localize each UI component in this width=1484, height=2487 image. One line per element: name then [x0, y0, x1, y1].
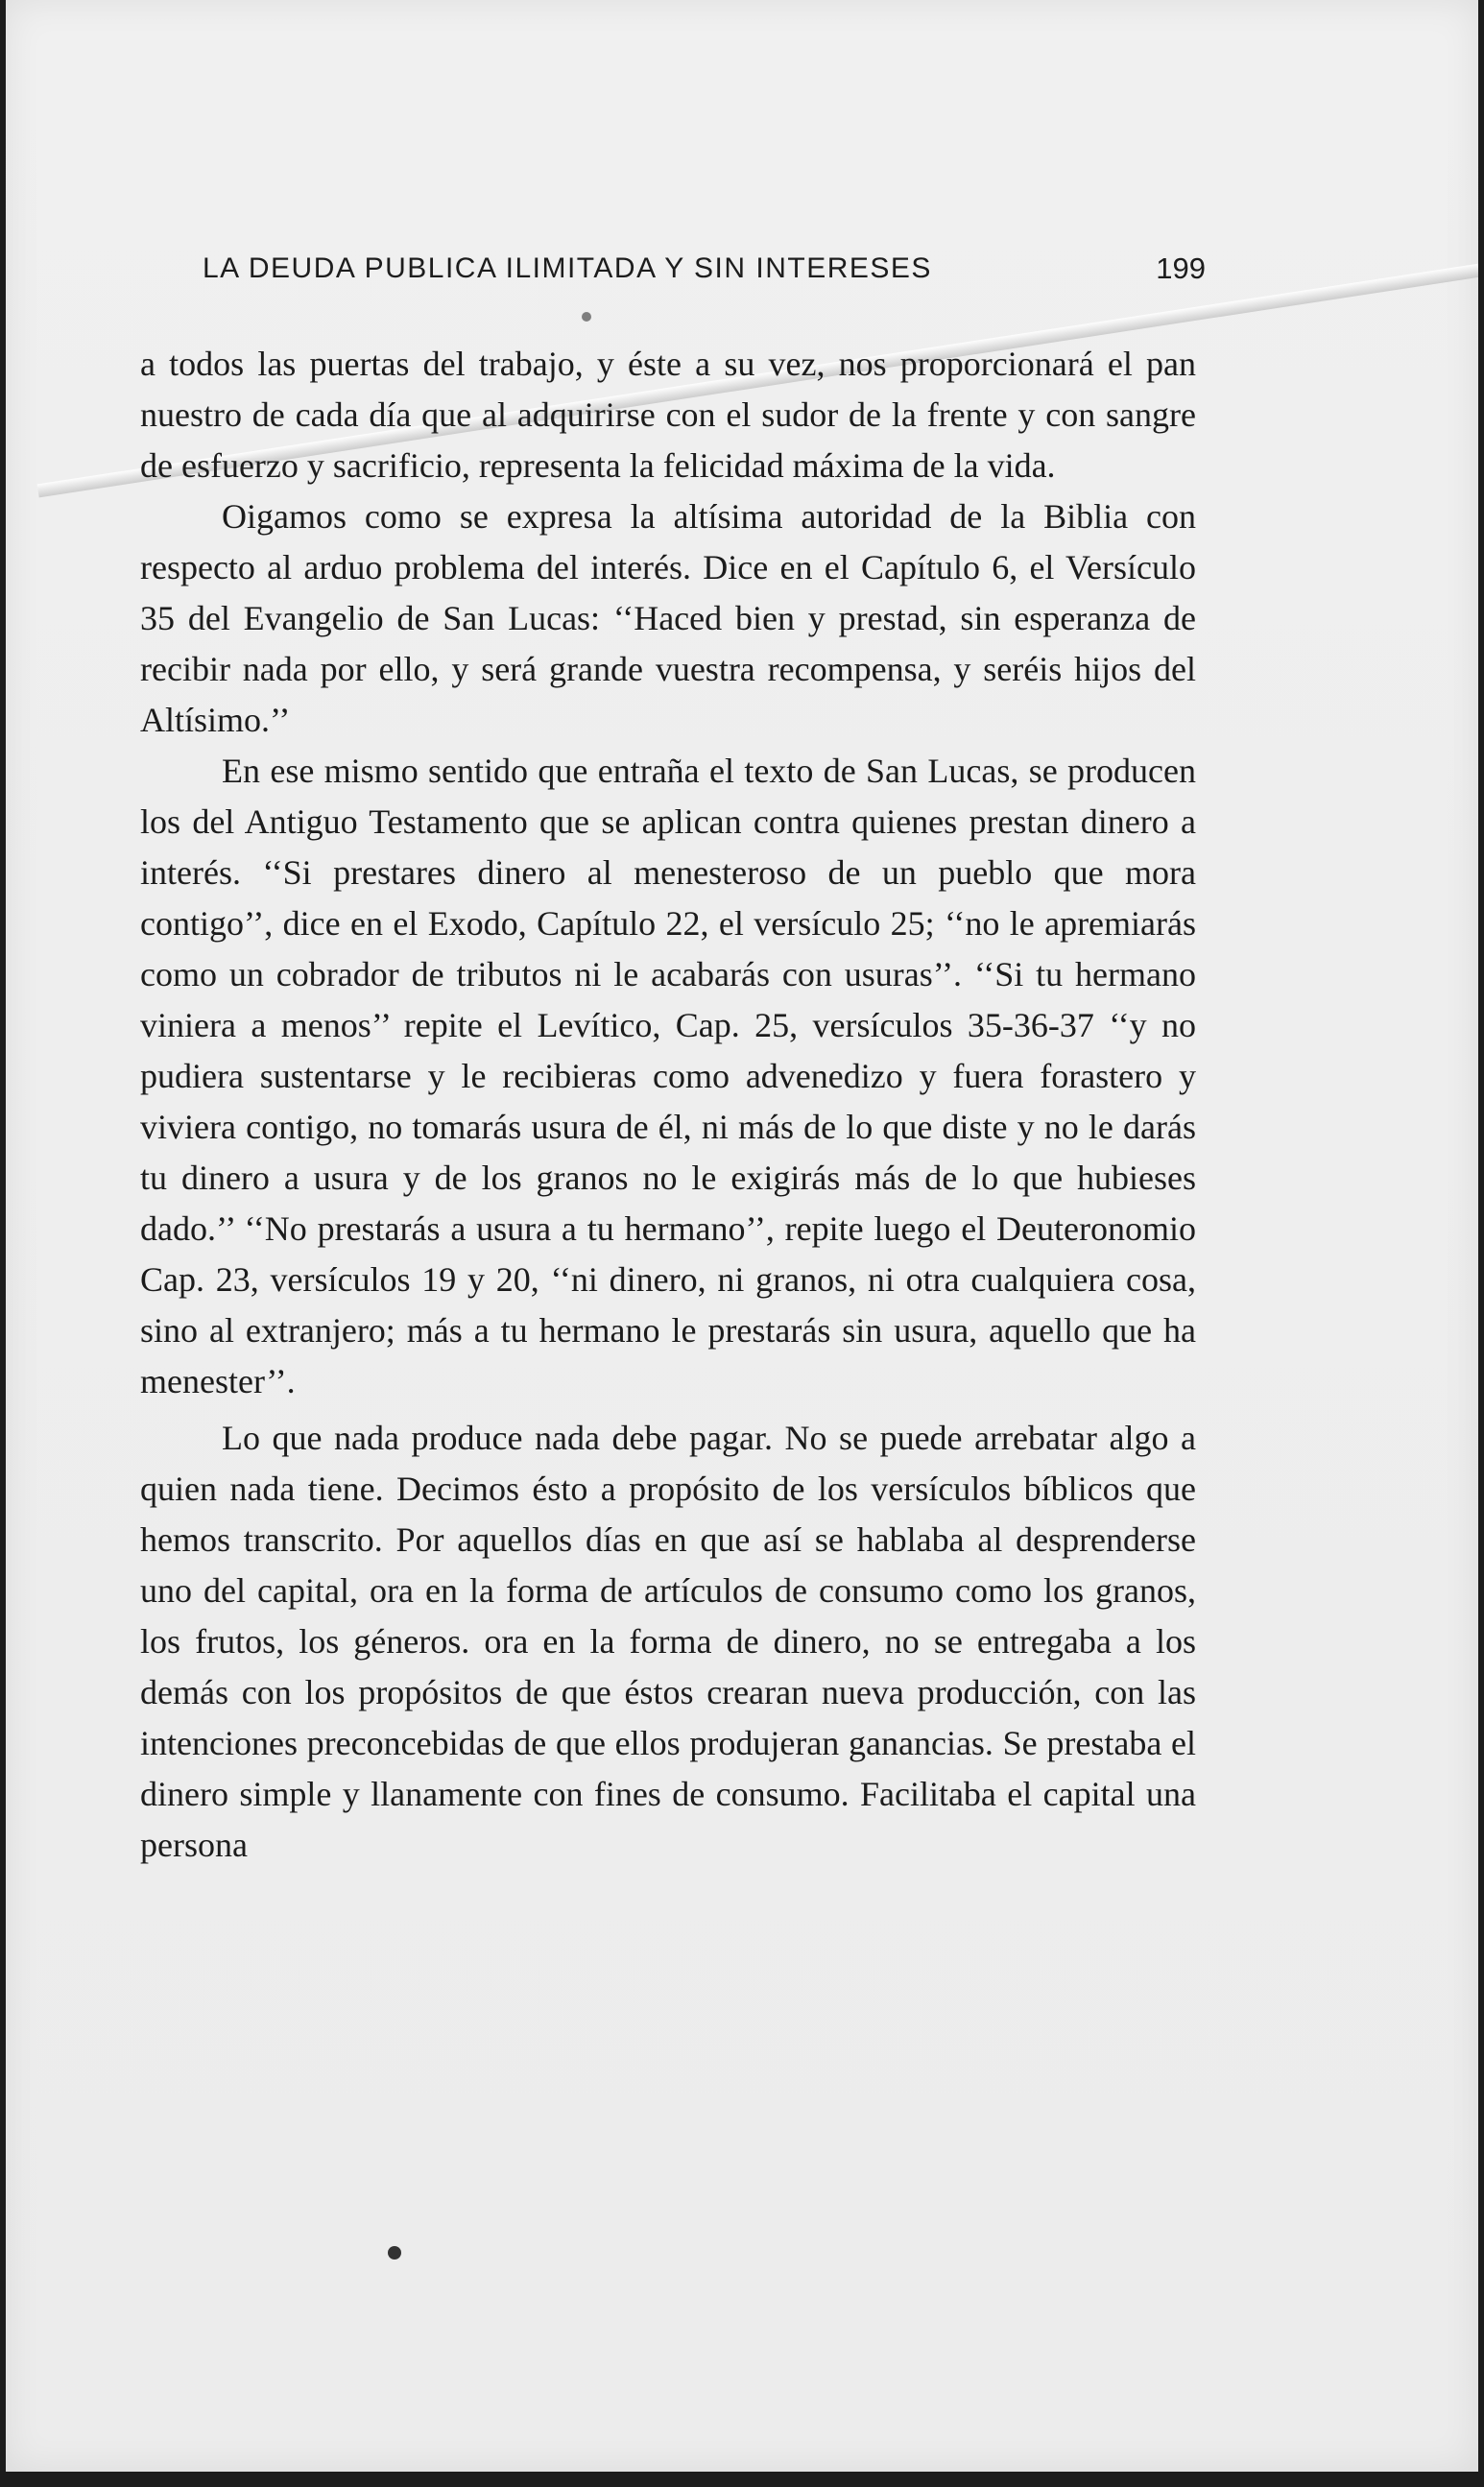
paragraph-2: Oigamos como se expresa la altísima autoridad de la Biblia con respecto al arduo problema del interés. Dice en el Capítulo 6, el Versículo 35 del Evangelio de San Lucas: ‘‘Haced bien y prestad, sin esperanza de recibir nada por ello, y será grande vuestra recompensa, y seréis hijos del Altísimo.’’	[140, 497, 1196, 739]
book-page	[6, 0, 1478, 2472]
ink-spot	[582, 312, 591, 322]
paragraph-3: En ese mismo sentido que entraña el texto de San Lucas, se producen los del Antiguo Testamento que se aplican contra quienes prestan dinero a interés. ‘‘Si prestares dinero al menesteroso de un pueblo que mora contigo’’, dice en el Exodo, Capítulo 22, el versículo 25; ‘‘no le apremiarás como un cobrador de tributos ni le acabarás con usuras’’. ‘‘Si tu hermano viniera a menos’’ repite el Levítico, Cap. 25, versículos 35-36-37 ‘‘y no pudiera sustentarse y le recibieras como advenedizo y fuera forastero y viviera contigo, no tomarás usura de él, ni más de lo que diste y no le darás tu dinero a usura y de los granos no le exigirás más de lo que hubieses dado.’’ ‘‘No prestarás a usura a tu hermano’’, repite luego el Deuteronomio Cap. 23, versículos 19 y 20, ‘‘ni dinero, ni granos, ni otra cualquiera cosa, sino al extranjero; más a tu hermano le prestarás sin usura, aquello que ha menester’’.	[140, 752, 1196, 1400]
paragraph-1: a todos las puertas del trabajo, y éste a su vez, nos proporcionará el pan nuestro de cada día que al adquirirse con el sudor de la frente y con sangre de esfuerzo y sacrificio, representa la felicidad máxima de la vida.	[140, 345, 1196, 485]
body-text	[140, 339, 1196, 1871]
paragraph-4: Lo que nada produce nada debe pagar. No se puede arrebatar algo a quien nada tiene. Decimos ésto a propósito de los versículos bíblicos que hemos transcrito. Por aquellos días en que así se hablaba al desprenderse uno del capital, ora en la forma de artículos de consumo como los granos, los frutos, los géneros. ora en la forma de dinero, no se entregaba a los demás con los propósitos de que éstos crearan nueva producción, con las intenciones preconcebidas de que ellos produjeran ganancias. Se prestaba el dinero simple y llanamente con fines de consumo. Facilitaba el capital una persona	[140, 1419, 1196, 1864]
page-number: 199	[1156, 251, 1206, 285]
page-header	[203, 245, 1206, 293]
running-head: LA DEUDA PUBLICA ILIMITADA Y SIN INTERESES	[203, 252, 932, 284]
ink-spot	[388, 2246, 401, 2260]
